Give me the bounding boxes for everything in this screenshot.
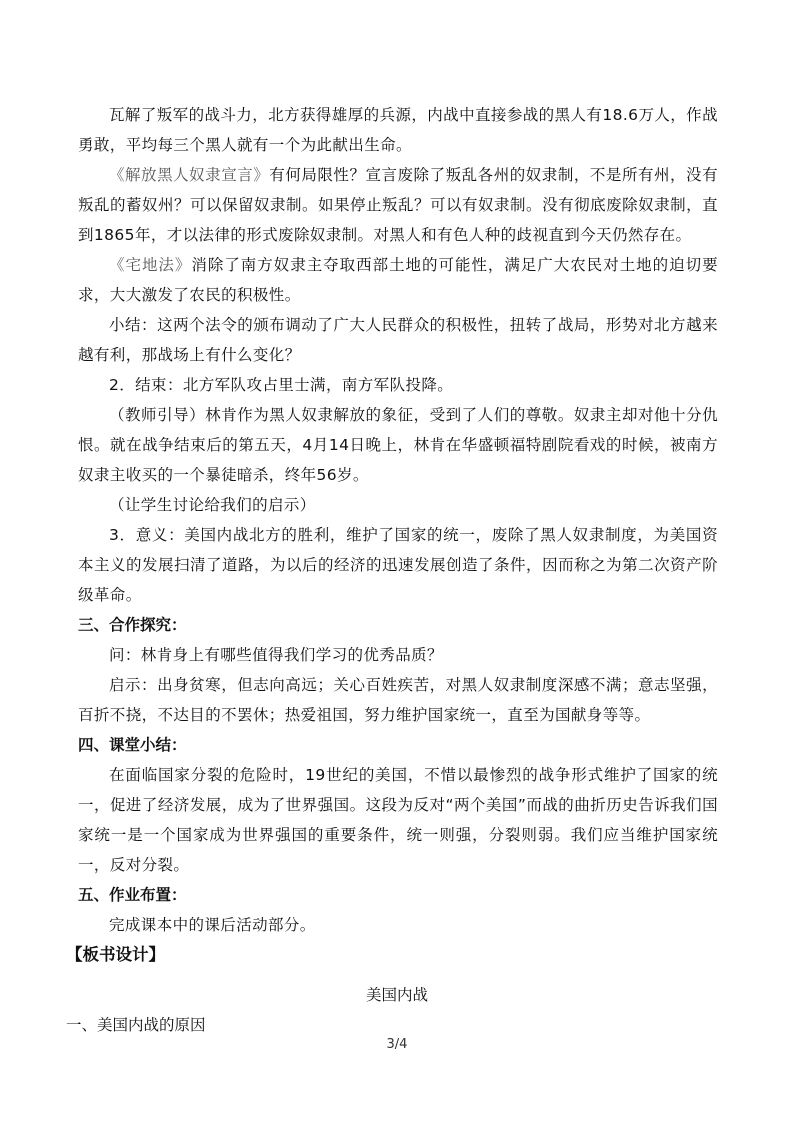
section-heading-homework: 五、作业布置： (78, 886, 187, 904)
paragraph-end: 2．结束：北方军队攻占里士满，南方军队投降。 (109, 376, 454, 394)
section-heading-cooperative-inquiry: 三、合作探究： (78, 616, 187, 634)
homestead-title: 《宅地法》 (109, 256, 192, 274)
paragraph-question: 问：林肯身上有哪些值得我们学习的优秀品质？ (109, 646, 443, 664)
board-title: 美国内战 (365, 986, 428, 1004)
paragraph-homestead (78, 250, 718, 310)
section-heading-class-summary: 四、课堂小结： (78, 736, 187, 754)
paragraph-class-summary: 在面临国家分裂的危险时，19世纪的美国，不惜以最惨烈的战争形式维护了国家的统一，促进了经济发展，成为了世界强国。这段为反对“两个美国”而战的曲折历史告诉我们国家统一是一个国家成为世界强国的重要条件，统一则强，分裂则弱。我们应当维护国家统一，反对分裂。 (78, 766, 718, 874)
paragraph-summary: 小结：这两个法令的颁布调动了广大人民群众的积极性，扭转了战局，形势对北方越来越有利，那战场上有什么变化？ (78, 316, 718, 364)
board-item-causes: 一、美国内战的原因 (66, 1016, 206, 1034)
page-number: 3/4 (386, 1037, 408, 1052)
emancipation-title: 《解放黑人奴隶宣言》 (109, 166, 270, 184)
paragraph-discussion: （让学生讨论给我们的启示） (109, 496, 316, 514)
paragraph-lincoln: （教师引导）林肯作为黑人奴隶解放的象征，受到了人们的尊敬。奴隶主却对他十分仇恨。就在战争结束后的第五天，4月14日晚上，林肯在华盛顿福特剧院看戏的时候，被南方奴隶主收买的一个暴徒暗杀，终年56岁。 (78, 406, 718, 484)
paragraph-text: 有何局限性？宣言废除了叛乱各州的奴隶制，不是所有州，没有叛乱的蓄奴州？可以保留奴隶制。如果停止叛乱？可以有奴隶制。没有彻底废除奴隶制，直到1865年，才以法律的形式废除奴隶制。对黑人和有色人种的歧视直到今天仍然存在。 (78, 166, 718, 244)
paragraph-homework: 完成课本中的课后活动部分。 (109, 916, 316, 934)
paragraph-insight: 启示：出身贫寒，但志向高远；关心百姓疾苦，对黑人奴隶制度深感不满；意志坚强，百折不挠，不达目的不罢休；热爱祖国，努力维护国家统一，直至为国献身等等。 (78, 676, 718, 724)
paragraph-text: 消除了南方奴隶主夺取西部土地的可能性，满足广大农民对土地的迫切要求，大大激发了农民的积极性。 (78, 256, 718, 304)
board-design-heading: 【板书设计】 (66, 945, 165, 964)
paragraph-significance: 3．意义：美国内战北方的胜利，维护了国家的统一，废除了黑人奴隶制度，为美国资本主义的发展扫清了道路，为以后的经济的迅速发展创造了条件，因而称之为第二次资产阶级革命。 (78, 526, 718, 604)
paragraph-emancipation (78, 160, 718, 250)
paragraph-text: 瓦解了叛军的战斗力，北方获得雄厚的兵源，内战中直接参战的黑人有18.6万人，作战勇敢，平均每三个黑人就有一个为此献出生命。 (78, 106, 718, 154)
paragraph-recruitment (78, 100, 718, 160)
